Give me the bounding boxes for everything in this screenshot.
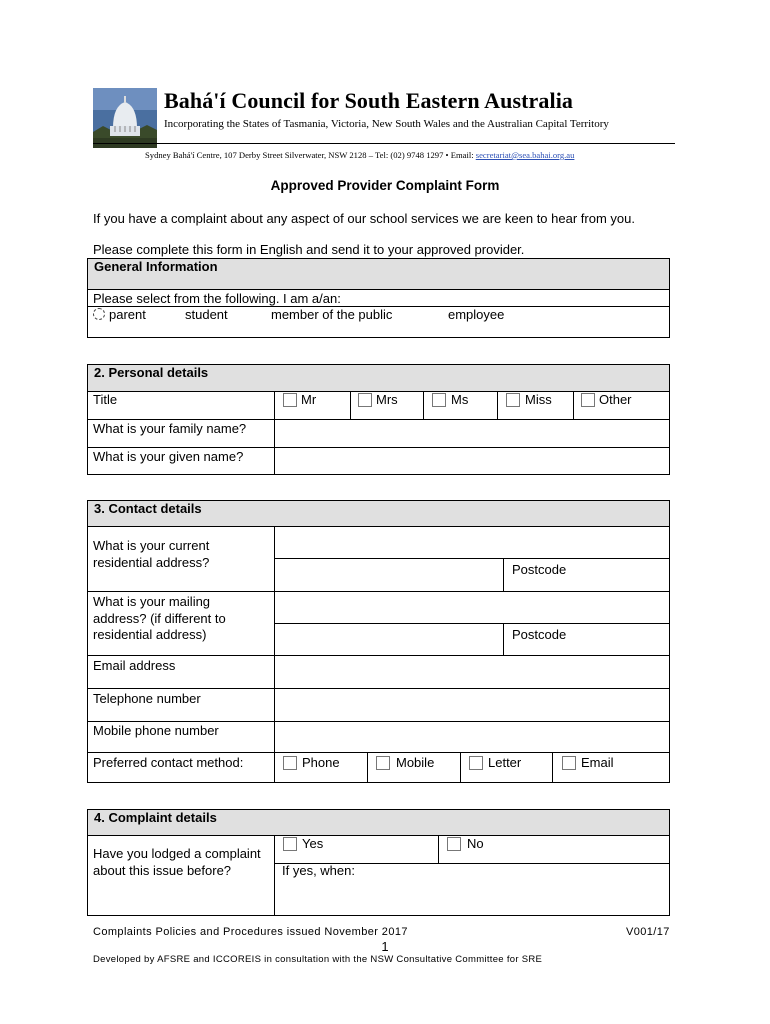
mobile-label: Mobile phone number	[93, 723, 219, 738]
divider	[88, 752, 669, 753]
checkbox-email[interactable]	[562, 756, 576, 770]
footer-version: V001/17	[626, 926, 670, 938]
residential-label: What is your current residential address?	[93, 538, 210, 570]
divider	[573, 392, 574, 419]
mr-label: Mr	[301, 392, 317, 407]
page-number: 1	[381, 939, 389, 954]
checkbox-letter[interactable]	[469, 756, 483, 770]
form-title: Approved Provider Complaint Form	[270, 178, 500, 193]
checkbox-mrs[interactable]	[358, 393, 372, 407]
checkbox-no[interactable]	[447, 837, 461, 851]
email-link[interactable]: secretariat@sea.bahai.org.au	[475, 150, 575, 160]
ms-label: Ms	[451, 392, 469, 407]
checkbox-yes[interactable]	[283, 837, 297, 851]
title-label: Title	[93, 392, 118, 407]
contact-line	[145, 150, 574, 160]
intro-text: If you have a complaint about any aspect of our school services we are keen to hear from you.	[93, 211, 635, 226]
divider	[460, 752, 461, 782]
given-name-label: What is your given name?	[93, 449, 244, 464]
option-employee[interactable]: employee	[448, 307, 505, 322]
mailing-address-line2[interactable]	[276, 624, 502, 654]
option-student[interactable]: student	[185, 307, 228, 322]
option-parent-label: parent	[109, 307, 146, 322]
residential-address-line2[interactable]	[276, 559, 502, 590]
mobile-option-label: Mobile	[396, 755, 435, 770]
general-heading: General Information	[88, 259, 669, 290]
general-prompt: Please select from the following. I am a/an:	[93, 291, 341, 306]
divider	[274, 392, 275, 474]
checkbox-mobile[interactable]	[376, 756, 390, 770]
miss-label: Miss	[525, 392, 552, 407]
radio-icon[interactable]	[93, 308, 105, 320]
residential-address-line1[interactable]	[276, 528, 668, 557]
letter-option-label: Letter	[488, 755, 522, 770]
telephone-field[interactable]	[276, 689, 668, 720]
mailing-label: What is your mailing address? (if different to residential address)	[93, 594, 226, 642]
divider	[497, 392, 498, 419]
given-name-field[interactable]	[276, 448, 668, 474]
email-label: Email address	[93, 658, 176, 673]
divider	[552, 752, 553, 782]
residential-postcode-label: Postcode	[512, 562, 567, 577]
contact-details-table	[87, 500, 670, 783]
org-subtitle: Incorporating the States of Tasmania, Victoria, New South Wales and the Australian Capital Territory	[164, 118, 609, 130]
mobile-field[interactable]	[276, 722, 668, 751]
email-field[interactable]	[276, 656, 668, 687]
intro-instructions: Please complete this form in English and send it to your approved provider.	[93, 242, 525, 257]
option-member-of-public[interactable]: member of the public	[271, 307, 393, 322]
bahai-temple-logo	[93, 88, 157, 148]
general-information-table	[87, 258, 670, 338]
preferred-label: Preferred contact method:	[93, 755, 244, 770]
checkbox-phone[interactable]	[283, 756, 297, 770]
mailing-address-line1[interactable]	[276, 592, 668, 622]
divider	[274, 836, 275, 915]
divider	[503, 558, 504, 591]
contact-heading: 3. Contact details	[88, 501, 669, 527]
other-label: Other	[599, 392, 632, 407]
email-option-label: Email	[581, 755, 614, 770]
checkbox-other[interactable]	[581, 393, 595, 407]
yes-label: Yes	[302, 836, 324, 851]
footer-policy-text: Complaints Policies and Procedures issued November 2017	[93, 926, 408, 938]
if-yes-when-label: If yes, when:	[282, 863, 355, 878]
checkbox-miss[interactable]	[506, 393, 520, 407]
family-name-field[interactable]	[276, 420, 668, 446]
org-title: Bahá'í Council for South Eastern Australia	[164, 88, 574, 113]
mrs-label: Mrs	[376, 392, 398, 407]
family-name-label: What is your family name?	[93, 421, 247, 436]
divider	[438, 836, 439, 863]
checkbox-ms[interactable]	[432, 393, 446, 407]
divider	[423, 392, 424, 419]
lodged-before-label: Have you lodged a complaint about this issue before?	[93, 846, 261, 878]
divider	[367, 752, 368, 782]
footer-developed-by: Developed by AFSRE and ICCOREIS in consultation with the NSW Consultative Committee for SRE	[93, 954, 543, 965]
complaint-details-table	[87, 809, 670, 916]
option-parent[interactable]	[93, 307, 146, 322]
no-label: No	[467, 836, 484, 851]
complaint-heading: 4. Complaint details	[88, 810, 669, 836]
personal-details-table	[87, 364, 670, 475]
checkbox-mr[interactable]	[283, 393, 297, 407]
mailing-postcode-label: Postcode	[512, 627, 567, 642]
divider	[503, 623, 504, 655]
if-yes-when-field[interactable]	[276, 880, 668, 914]
contact-text: Sydney Bahá'í Centre, 107 Derby Street Silverwater, NSW 2128 – Tel: (02) 9748 1297 • Email:	[145, 150, 476, 160]
divider	[350, 392, 351, 419]
header-rule	[93, 143, 675, 144]
telephone-label: Telephone number	[93, 691, 201, 706]
phone-option-label: Phone	[302, 755, 340, 770]
personal-heading: 2. Personal details	[88, 365, 669, 392]
